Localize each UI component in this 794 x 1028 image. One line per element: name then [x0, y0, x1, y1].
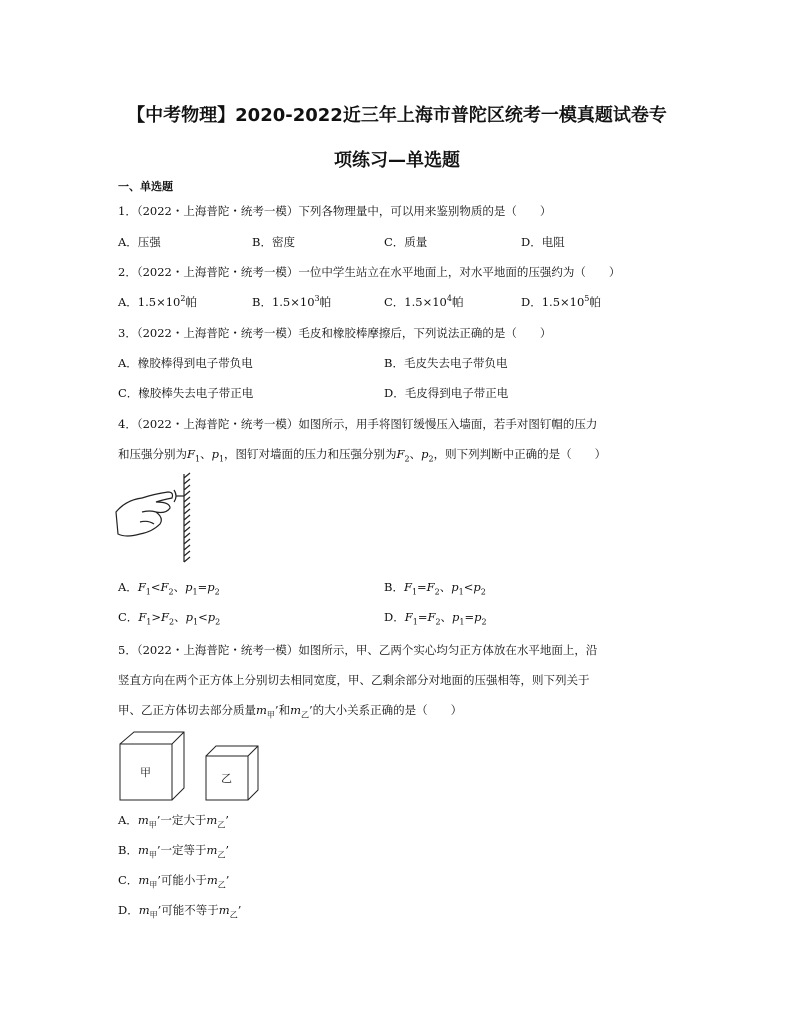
page-title-line2: 项练习—单选题: [334, 150, 460, 171]
q5-option-b: B．$m_甲$’一定等于$m_乙$’: [118, 843, 230, 860]
q4-stem-line1: 4．（2022・上海普陀・统考一模）如图所示，用手将图钉缓慢压入墙面，若手对图钉帽的压力: [118, 417, 598, 431]
section-heading: 一、单选题: [118, 180, 173, 193]
hand-shape: [116, 492, 173, 536]
q3-stem: 3．（2022・上海普陀・统考一模）毛皮和橡胶棒摩擦后，下列说法正确的是（ ）: [118, 326, 552, 340]
q5-stem-line3: 甲、乙正方体切去部分质量$m_甲$’和$m_乙$’的大小关系正确的是（ ）: [118, 703, 463, 720]
q4-option-b: B．$F_1=F_2$、$p_1<p_2$: [384, 580, 486, 597]
q1-stem: 1．（2022・上海普陀・统考一模）下列各物理量中，可以用来鉴别物质的是（ ）: [118, 204, 552, 218]
q5-stem-line1: 5．（2022・上海普陀・统考一模）如图所示，甲、乙两个实心均匀正方体放在水平地面上，沿: [118, 643, 598, 657]
q2-option-a: A．$1.5\times 10^2$帕: [118, 294, 197, 309]
q5-option-a: A．$m_甲$’一定大于$m_乙$’: [118, 813, 229, 830]
q4-option-c: C．$F_1>F_2$、$p_1<p_2$: [118, 610, 221, 627]
q1-option-a: A．压强: [118, 235, 161, 249]
cube-yi-label: 乙: [221, 772, 232, 785]
q3-option-a: A．橡胶棒得到电子带负电: [118, 356, 253, 370]
q1-option-d: D．电阻: [521, 235, 565, 249]
q4-option-d: D．$F_1=F_2$、$p_1=p_2$: [384, 610, 487, 627]
q2-option-d: D．$1.5\times 10^5$帕: [521, 294, 601, 309]
q3-option-b: B．毛皮失去电子带负电: [384, 356, 508, 370]
q4-option-a: A．$F_1<F_2$、$p_1=p_2$: [118, 580, 220, 597]
q5-option-c: C．$m_甲$’可能小于$m_乙$’: [118, 873, 230, 890]
q2-option-b: B．$1.5\times 10^3$帕: [252, 294, 332, 309]
page-title-line1: 【中考物理】2020-2022近三年上海市普陀区统考一模真题试卷专: [127, 105, 667, 126]
q3-option-d: D．毛皮得到电子带正电: [384, 386, 509, 400]
q1-option-b: B．密度: [252, 235, 295, 249]
q5-stem-line2: 竖直方向在两个正方体上分别切去相同宽度，甲、乙剩余部分对地面的压强相等，则下列关于: [118, 673, 590, 687]
cube-yi: [206, 746, 258, 800]
cube-jia-label: 甲: [140, 766, 151, 779]
cube-jia: [120, 732, 184, 800]
q4-stem-line2: 和压强分别为$F_1$、$p_1$，图钉对墙面的压力和压强分别为$F_2$、$p_2$，则下列判断中正确的是（ ）: [118, 447, 607, 464]
q3-option-c: C．橡胶棒失去电子带正电: [118, 386, 254, 400]
tack-cap: [174, 490, 176, 502]
wall-hatching: [184, 473, 190, 562]
cubes-figure: [118, 730, 264, 802]
q5-option-d: D．$m_甲$’可能不等于$m_乙$’: [118, 903, 242, 920]
q2-option-c: C．$1.5\times 10^4$帕: [384, 294, 464, 309]
q2-stem: 2．（2022・上海普陀・统考一模）一位中学生站立在水平地面上，对水平地面的压强约为（ ）: [118, 265, 621, 279]
q1-option-c: C．质量: [384, 235, 428, 249]
thumbtack-figure: [112, 472, 194, 564]
